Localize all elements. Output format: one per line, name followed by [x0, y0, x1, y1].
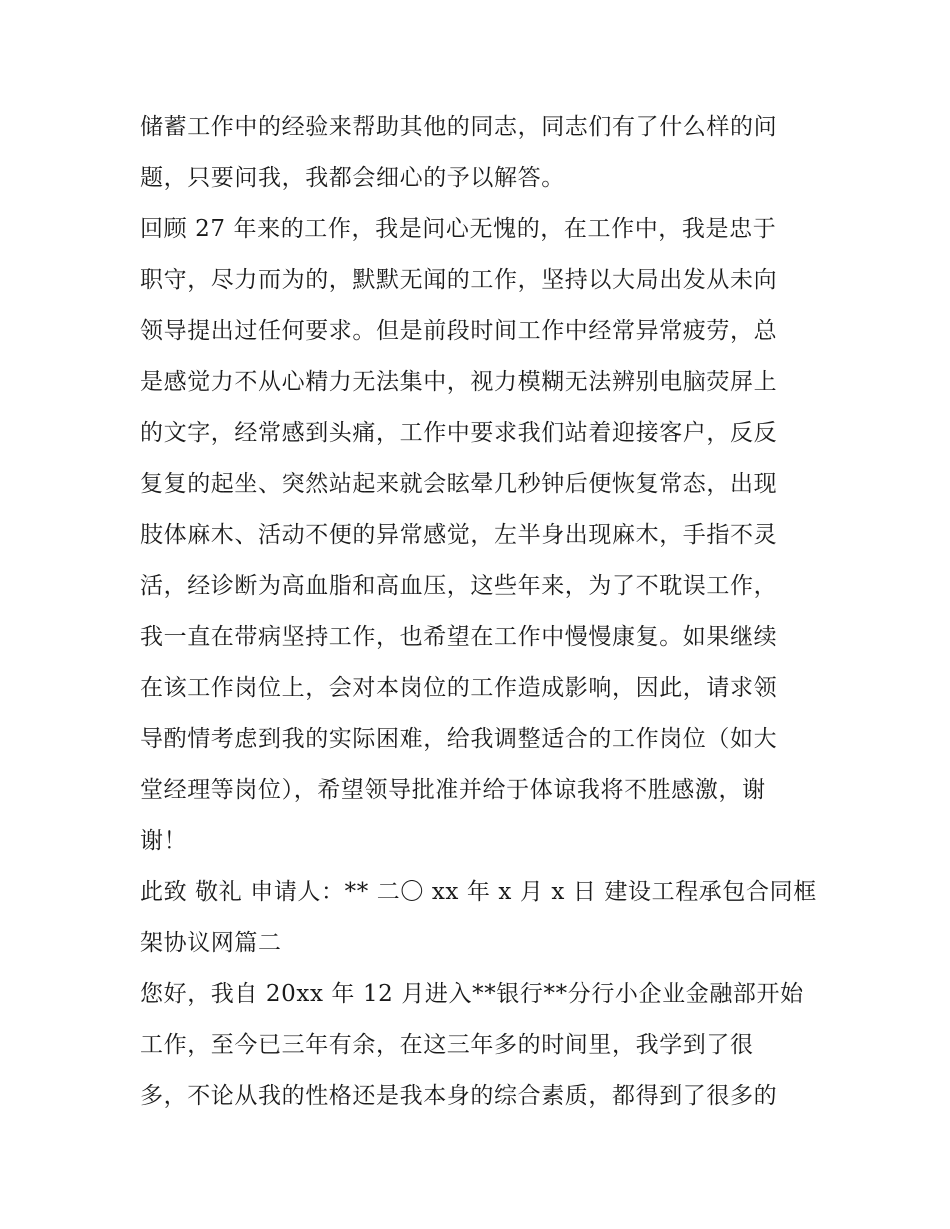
document-body	[140, 102, 820, 1122]
text-line: 工作，至今已三年有余，在这三年多的时间里，我学到了很	[140, 1032, 754, 1058]
text-line: 领导提出过任何要求。但是前段时间工作中经常异常疲劳，总	[140, 318, 778, 344]
text-line: 活，经诊断为高血脂和高血压，这些年来，为了不耽误工作，	[140, 573, 778, 599]
text-line: 在该工作岗位上，会对本岗位的工作造成影响，因此，请求领	[140, 675, 778, 701]
text-line: 您好，我自 20xx 年 12 月进入**银行**分行小企业金融部开始	[140, 981, 804, 1007]
text-line: 是感觉力不从心精力无法集中，视力模糊无法辨别电脑荧屏上	[140, 369, 778, 395]
text-line: 导酌情考虑到我的实际困难，给我调整适合的工作岗位（如大	[140, 726, 778, 752]
text-line: 堂经理等岗位），希望领导批准并给于体谅我将不胜感激，谢	[140, 777, 766, 803]
text-line: 回顾 27 年来的工作，我是问心无愧的，在工作中，我是忠于	[140, 216, 777, 242]
text-line: 架协议网篇二	[140, 930, 282, 956]
text-line: 复复的起坐、突然站起来就会眩晕几秒钟后便恢复常态，出现	[140, 471, 778, 497]
text-line: 此致 敬礼 申请人：** 二〇 xx 年 x 月 x 日 建设工程承包合同框	[140, 879, 817, 905]
text-line: 我一直在带病坚持工作，也希望在工作中慢慢康复。如果继续	[140, 624, 778, 650]
text-line: 职守，尽力而为的，默默无闻的工作，坚持以大局出发从未向	[140, 267, 778, 293]
text-line: 储蓄工作中的经验来帮助其他的同志，同志们有了什么样的问	[140, 114, 778, 140]
text-line: 的文字，经常感到头痛，工作中要求我们站着迎接客户，反反	[140, 420, 778, 446]
text-line: 肢体麻木、活动不便的异常感觉，左半身出现麻木，手指不灵	[140, 522, 778, 548]
text-line: 谢！	[140, 828, 188, 854]
text-line: 题，只要问我，我都会细心的予以解答。	[140, 165, 565, 191]
text-line: 多，不论从我的性格还是我本身的综合素质，都得到了很多的	[140, 1083, 778, 1109]
